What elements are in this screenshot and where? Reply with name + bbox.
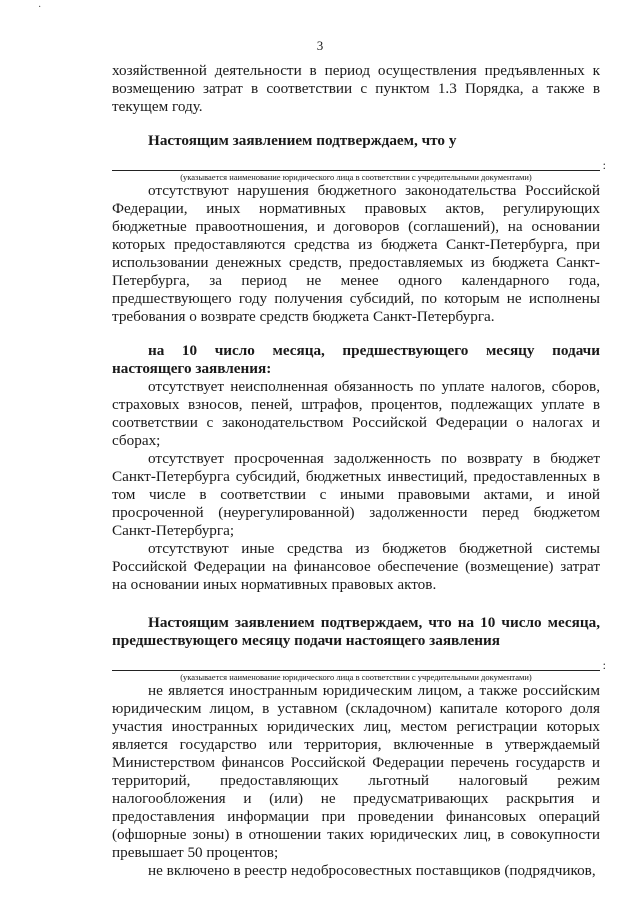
intro-paragraph: хозяйственной деятельности в период осуществления предъявленных к возмещению затрат в соответствии с пунктом 1.3 Порядка, а также в текущем году. xyxy=(112,62,600,115)
page-number: 3 xyxy=(316,38,324,53)
legal-entity-fill-line xyxy=(112,658,606,672)
fill-caption: (указывается наименование юридического лица в соответствии с учредительными документами) xyxy=(180,672,532,682)
section1-paragraph: отсутствуют нарушения бюджетного законодательства Российской Федерации, иных нормативных правовых актов, регулирующих бюджетные правоотношения, и договоров (соглашений), на основании которых предоставляются средства из бюджета Санкт-Петербурга, при использовании денежных средств, предоставляемых из бюджета Санкт-Петербурга, за период не менее одного календарного года, предшествующего году получения субсидий, по которым не исполнены требования о возврате средств бюджета Санкт-Петербурга. xyxy=(112,182,600,325)
fill-caption: (указывается наименование юридического лица в соответствии с учредительными документами) xyxy=(180,172,532,182)
list-item: не является иностранным юридическим лицом, а также российским юридическим лицом, в уставном (складочном) капитале которого доля участия иностранных юридических лиц, местом регистрации которых является государство или территория, включенные в утверждаемый Министерством финансов Российской Федерации перечень государств и территорий, предоставляющих льготный налоговый режим налогообложения и (или) не предусматривающих раскрытия и предоставления информации при проведении финансовых операций (офшорные зоны) в отношении таких юридических лиц, в совокупности превышает 50 процентов; xyxy=(112,682,600,861)
list-item: отсутствует неисполненная обязанность по уплате налогов, сборов, страховых взносов, пеней, штрафов, процентов, подлежащих уплате в соответствии с законодательством Российской Федерации о налогах и сборах; xyxy=(112,378,600,449)
document-body xyxy=(112,62,606,880)
list-item: отсутствует просроченная задолженность по возврату в бюджет Санкт-Петербурга субсидий, бюджетных инвестиций, предоставленных в том числе в соответствии с иными правовыми актами, и иной просроченной (неурегулированной) задолженности перед бюджетом Санкт-Петербурга; xyxy=(112,450,600,539)
list-item: отсутствуют иные средства из бюджетов бюджетной системы Российской Федерации на финансовое обеспечение (возмещение) затрат на основании иных нормативных правовых актов. xyxy=(112,540,600,593)
list-item: не включено в реестр недобросовестных поставщиков (подрядчиков, xyxy=(148,862,596,879)
section2-heading: на 10 число месяца, предшествующего месяцу подачи настоящего заявления: xyxy=(112,342,600,377)
corner-mark: · xyxy=(38,2,42,13)
section1-heading: Настоящим заявлением подтверждаем, что у xyxy=(148,132,457,149)
section3-heading: Настоящим заявлением подтверждаем, что на 10 число месяца, предшествующего месяцу подачи настоящего заявления xyxy=(112,614,600,649)
legal-entity-fill-line xyxy=(112,158,606,172)
fill-line-colon: : xyxy=(602,158,606,172)
fill-line-colon: : xyxy=(602,658,606,672)
